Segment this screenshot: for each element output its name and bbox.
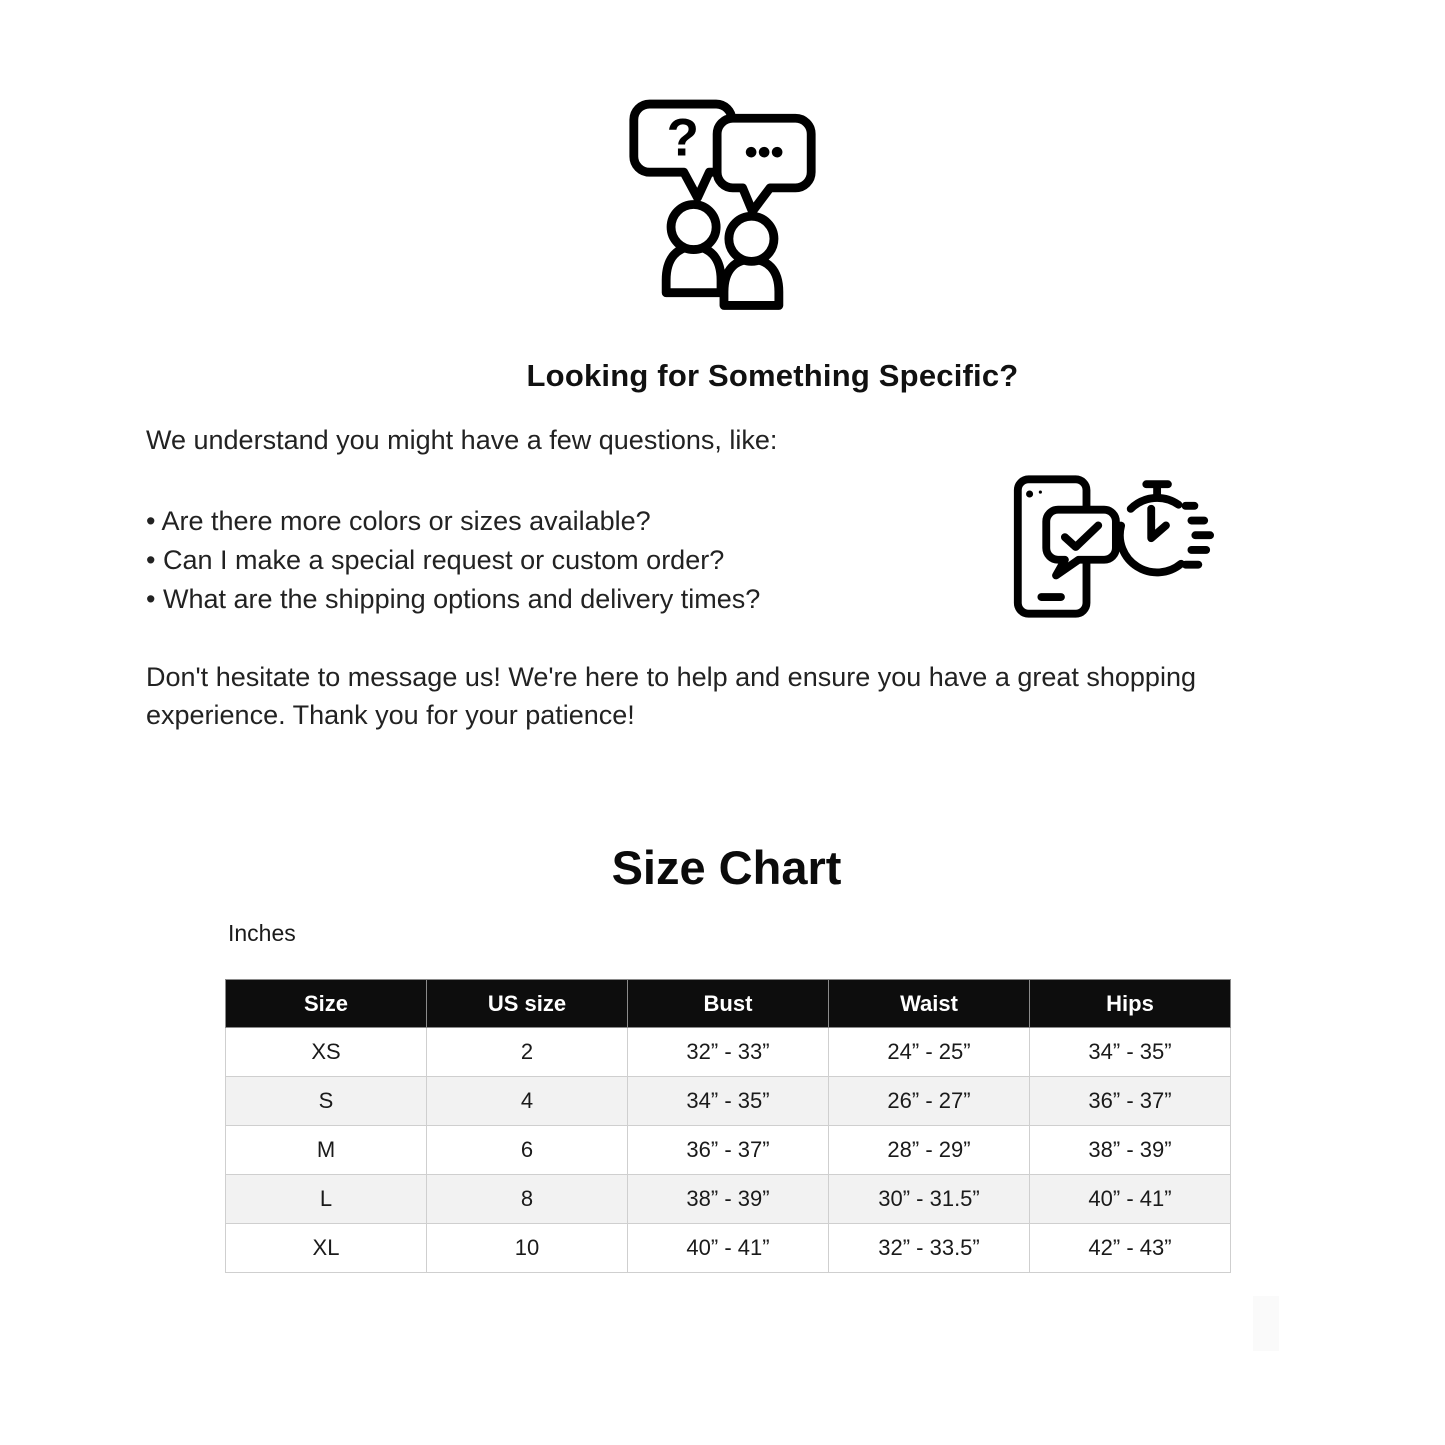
table-cell: 34” - 35” [1030,1028,1231,1077]
table-cell: 2 [427,1028,628,1077]
watermark [1253,1296,1279,1351]
table-row [226,1175,1231,1224]
column-header: Bust [628,980,829,1028]
table-cell: 40” - 41” [1030,1175,1231,1224]
table-cell: 32” - 33” [628,1028,829,1077]
table-cell: 4 [427,1077,628,1126]
table-cell: 32” - 33.5” [829,1224,1030,1273]
table-cell: 34” - 35” [628,1077,829,1126]
column-header: Size [226,980,427,1028]
stopwatch-hand [1151,509,1166,538]
question-mark-glyph: ? [666,108,699,168]
dots-glyph: ••• [744,130,784,173]
table-row [226,1077,1231,1126]
table-row [226,1224,1231,1273]
table-head [226,980,1231,1028]
table-cell: 36” - 37” [1030,1077,1231,1126]
fast-response-icon [1008,472,1214,622]
fast-response-svg [1008,472,1214,622]
person-left-head [671,205,716,250]
table-cell: 36” - 37” [628,1126,829,1175]
column-header: US size [427,980,628,1028]
section-heading: Looking for Something Specific? [526,358,1019,393]
table-cell: 26” - 27” [829,1077,1030,1126]
table-cell: 8 [427,1175,628,1224]
table-cell: 24” - 25” [829,1028,1030,1077]
table-cell: 38” - 39” [628,1175,829,1224]
question-item: • Are there more colors or sizes available? [146,506,651,536]
question-item: • What are the shipping options and delivery times? [146,584,761,614]
size-chart-title: Size Chart [611,841,842,894]
table-cell: 40” - 41” [628,1224,829,1273]
chat-people-icon [625,98,821,312]
table-cell: 28” - 29” [829,1126,1030,1175]
table-row [226,1126,1231,1175]
size-chart-table [225,979,1231,1273]
lead-text: We understand you might have a few questions, like: [146,425,778,455]
table-cell: 38” - 39” [1030,1126,1231,1175]
table-cell: XL [226,1224,427,1273]
chat-people-svg [625,98,821,312]
table-body [226,1028,1231,1273]
table-cell: 10 [427,1224,628,1273]
person-right-head [729,216,774,261]
table-cell: L [226,1175,427,1224]
header-row [226,980,1231,1028]
outro-line: experience. Thank you for your patience! [146,700,635,730]
question-list [146,502,760,619]
table-cell: M [226,1126,427,1175]
table-cell: S [226,1077,427,1126]
phone-camera-speck [1039,490,1042,493]
column-header: Waist [829,980,1030,1028]
table-cell: 6 [427,1126,628,1175]
column-header: Hips [1030,980,1231,1028]
outro-line: Don't hesitate to message us! We're here to help and ensure you have a great shopping [146,662,1196,692]
table-cell: 42” - 43” [1030,1224,1231,1273]
outro-text [146,658,1196,734]
phone-camera-dot [1026,490,1033,497]
question-item: • Can I make a special request or custom order? [146,545,725,575]
units-label: Inches [228,920,296,946]
person-right-body [724,259,779,305]
table-cell: 30” - 31.5” [829,1175,1030,1224]
table-row [226,1028,1231,1077]
table-cell: XS [226,1028,427,1077]
